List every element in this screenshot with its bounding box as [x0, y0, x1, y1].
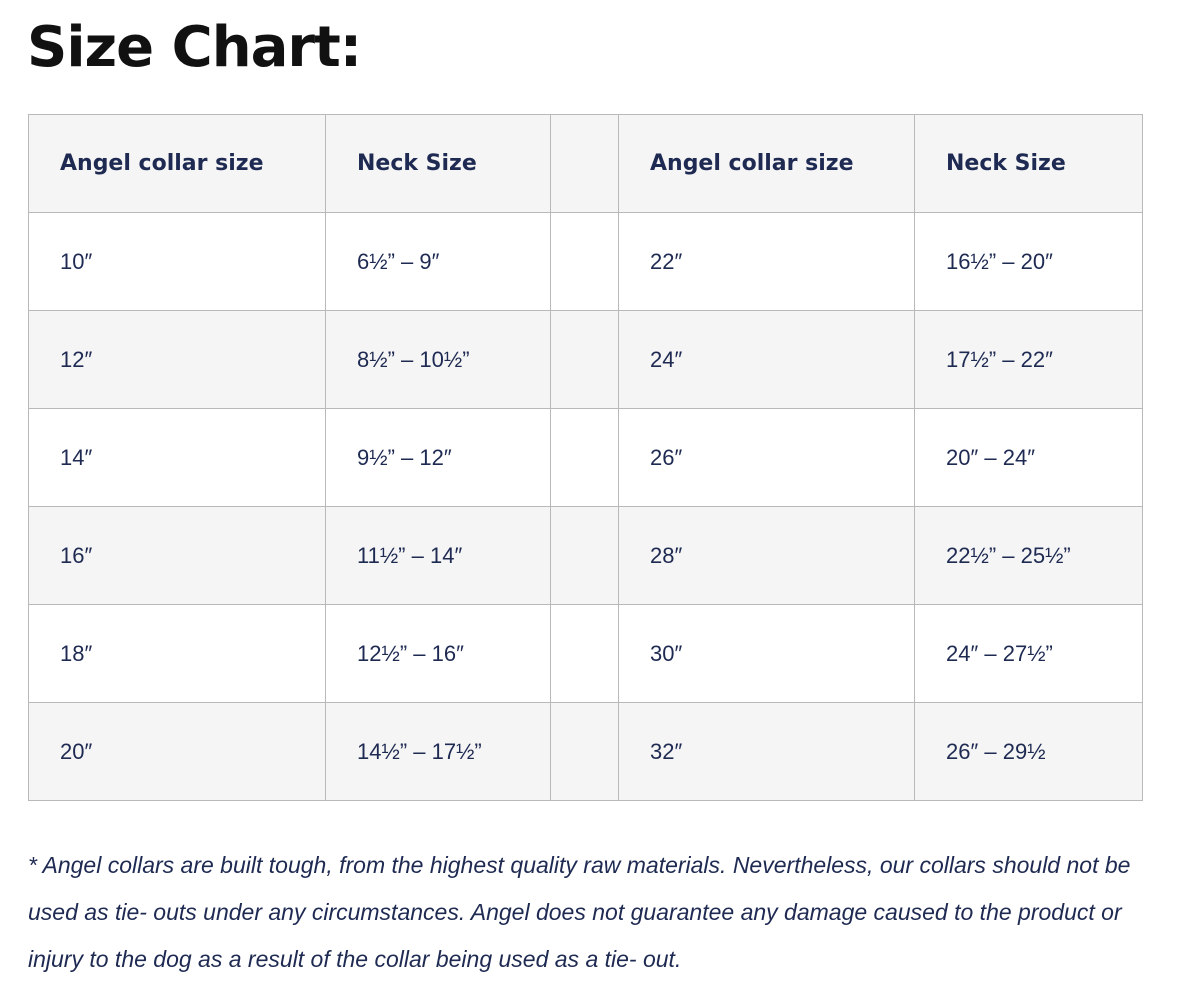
spacer-cell — [551, 605, 619, 703]
collar-size-cell: 10″ — [29, 213, 326, 311]
header-collar-size: Angel collar size — [619, 115, 915, 213]
neck-size-cell: 20″ – 24″ — [915, 409, 1143, 507]
collar-size-cell: 14″ — [29, 409, 326, 507]
spacer-cell — [551, 409, 619, 507]
neck-size-cell: 9½” – 12″ — [326, 409, 551, 507]
spacer-cell — [551, 507, 619, 605]
spacer-cell — [551, 311, 619, 409]
header-spacer — [551, 115, 619, 213]
spacer-cell — [551, 213, 619, 311]
collar-size-cell: 16″ — [29, 507, 326, 605]
neck-size-cell: 22½” – 25½” — [915, 507, 1143, 605]
neck-size-cell: 12½” – 16″ — [326, 605, 551, 703]
neck-size-cell: 8½” – 10½” — [326, 311, 551, 409]
neck-size-cell: 17½” – 22″ — [915, 311, 1143, 409]
table-row — [29, 409, 1143, 507]
table-row — [29, 311, 1143, 409]
neck-size-cell: 14½” – 17½” — [326, 703, 551, 801]
neck-size-cell: 16½” – 20″ — [915, 213, 1143, 311]
collar-size-cell: 18″ — [29, 605, 326, 703]
neck-size-cell: 6½” – 9″ — [326, 213, 551, 311]
collar-size-cell: 28″ — [619, 507, 915, 605]
page-title: Size Chart: — [27, 15, 362, 80]
collar-size-cell: 30″ — [619, 605, 915, 703]
header-neck-size: Neck Size — [915, 115, 1143, 213]
size-chart-table — [28, 114, 1143, 801]
table-row — [29, 213, 1143, 311]
table-row — [29, 703, 1143, 801]
collar-size-cell: 32″ — [619, 703, 915, 801]
neck-size-cell: 11½” – 14″ — [326, 507, 551, 605]
table-row — [29, 507, 1143, 605]
disclaimer-note: * Angel collars are built tough, from the highest quality raw materials. Nevertheless, our collars should not be used as tie- outs under any circumstances. Angel does not guarantee any damage caused to the product or injury to the dog as a result of the collar being used as a tie- out. — [28, 852, 1131, 972]
collar-size-cell: 22″ — [619, 213, 915, 311]
header-neck-size: Neck Size — [326, 115, 551, 213]
table-header-row — [29, 115, 1143, 213]
collar-size-cell: 20″ — [29, 703, 326, 801]
collar-size-cell: 12″ — [29, 311, 326, 409]
table-row — [29, 605, 1143, 703]
neck-size-cell: 24″ – 27½” — [915, 605, 1143, 703]
neck-size-cell: 26″ – 29½ — [915, 703, 1143, 801]
spacer-cell — [551, 703, 619, 801]
collar-size-cell: 24″ — [619, 311, 915, 409]
header-collar-size: Angel collar size — [29, 115, 326, 213]
collar-size-cell: 26″ — [619, 409, 915, 507]
